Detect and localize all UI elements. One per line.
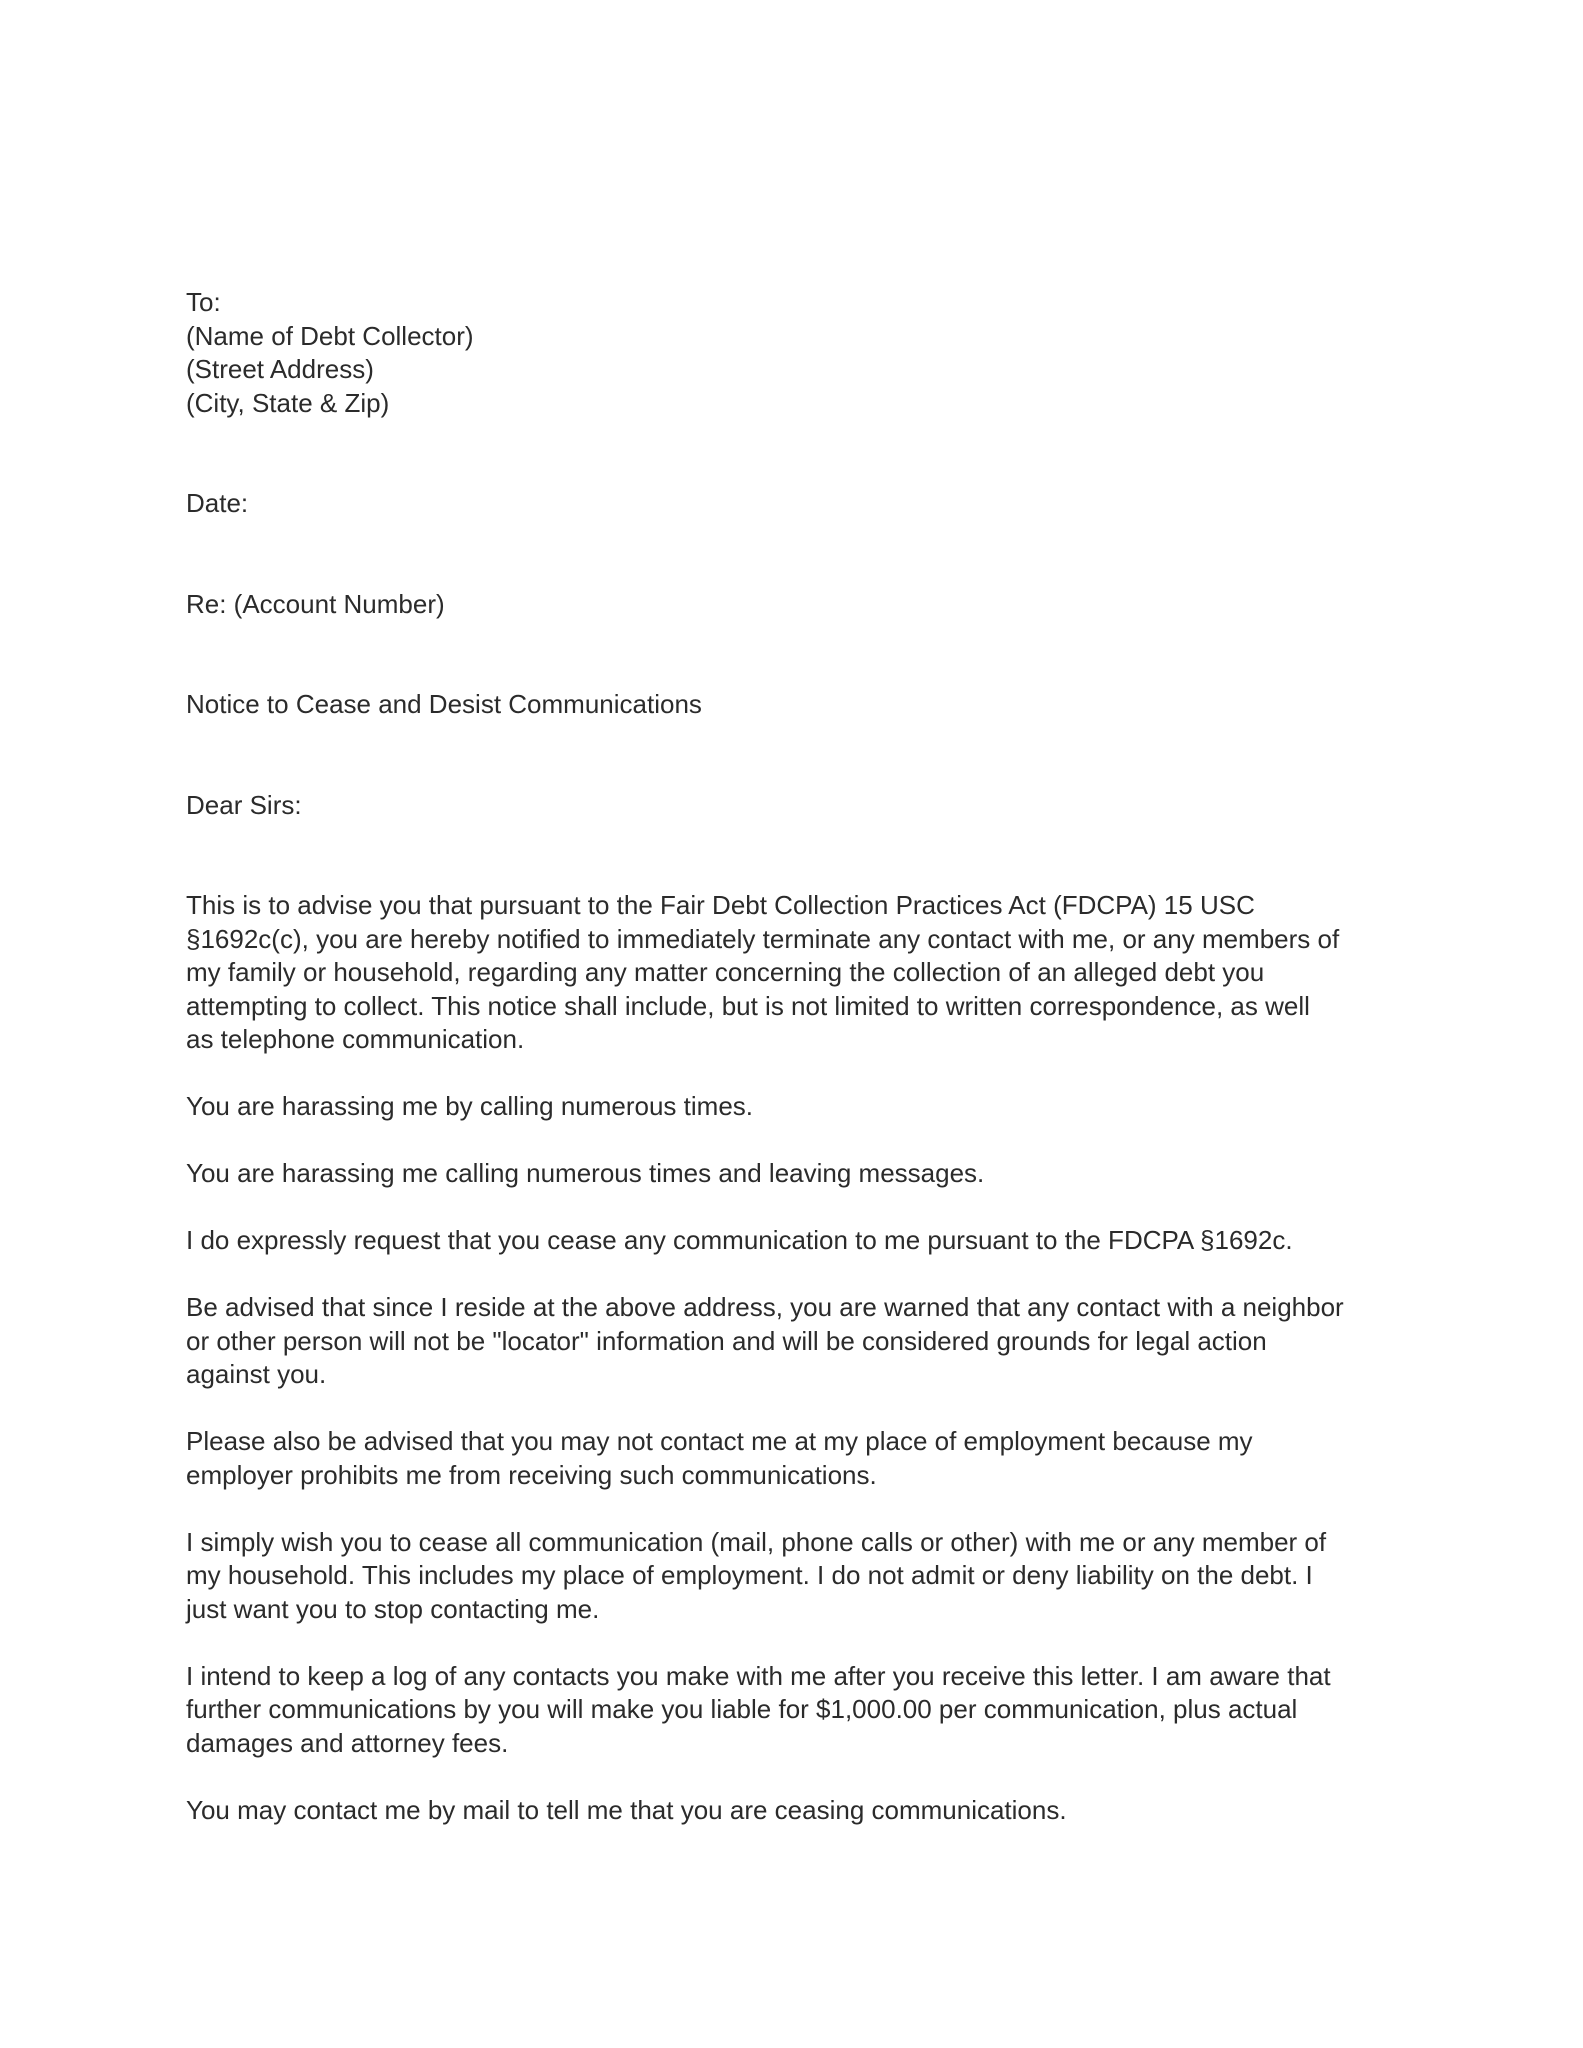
paragraph-line: as telephone communication. (186, 1024, 525, 1054)
paragraph-line: further communications by you will make you liable for $1,000.00 per communication, plus actual (186, 1694, 1298, 1724)
paragraph-5 (186, 1291, 1416, 1392)
re-line-block (186, 588, 1416, 622)
paragraph-1 (186, 889, 1416, 1057)
salutation-block (186, 789, 1416, 823)
recipient-name: (Name of Debt Collector) (186, 320, 474, 351)
paragraph-line: You may contact me by mail to tell me that you are ceasing communications. (186, 1794, 1067, 1825)
paragraph-8 (186, 1660, 1416, 1761)
paragraph-line: just want you to stop contacting me. (186, 1593, 600, 1624)
paragraph-line: §1692c(c), you are hereby notified to immediately terminate any contact with me, or any members of (186, 923, 1340, 954)
paragraph-6 (186, 1425, 1416, 1492)
recipient-street: (Street Address) (186, 354, 374, 384)
paragraph-line: attempting to collect. This notice shall include, but is not limited to written correspondence, as well (186, 990, 1310, 1021)
paragraph-line: Please also be advised that you may not contact me at my place of employment because my (186, 1426, 1253, 1456)
salutation: Dear Sirs: (186, 789, 302, 820)
paragraph-2 (186, 1090, 1416, 1124)
paragraph-line: against you. (186, 1359, 327, 1389)
letter-page (186, 286, 1416, 1827)
paragraph-7 (186, 1526, 1416, 1627)
paragraph-line: I simply wish you to cease all communication (mail, phone calls or other) with me or any member of (186, 1526, 1327, 1557)
paragraph-line: or other person will not be "locator" information and will be considered grounds for legal action (186, 1325, 1267, 1356)
paragraph-line: You are harassing me calling numerous times and leaving messages. (186, 1158, 985, 1188)
paragraph-line: I intend to keep a log of any contacts you make with me after you receive this letter. I am aware that (186, 1660, 1331, 1691)
paragraph-line: my household. This includes my place of employment. I do not admit or deny liability on the debt. I (186, 1560, 1313, 1590)
date-label: Date: (186, 488, 249, 518)
paragraph-line: Be advised that since I reside at the above address, you are warned that any contact with a neighbor (186, 1292, 1344, 1322)
subject-line: Notice to Cease and Desist Communications (186, 689, 702, 719)
paragraph-9 (186, 1794, 1416, 1828)
date-line (186, 487, 1416, 521)
paragraph-line: employer prohibits me from receiving such communications. (186, 1459, 877, 1490)
subject-block (186, 688, 1416, 722)
paragraph-line: This is to advise you that pursuant to the Fair Debt Collection Practices Act (FDCPA) 15 USC (186, 890, 1255, 920)
paragraph-line: I do expressly request that you cease any communication to me pursuant to the FDCPA §1692c. (186, 1225, 1293, 1255)
re-line: Re: (Account Number) (186, 588, 445, 619)
paragraph-line: damages and attorney fees. (186, 1727, 509, 1758)
paragraph-line: my family or household, regarding any matter concerning the collection of an alleged debt you (186, 957, 1265, 987)
paragraph-line: You are harassing me by calling numerous times. (186, 1091, 753, 1121)
paragraph-3 (186, 1157, 1416, 1191)
to-label: To: (186, 287, 221, 317)
recipient-city: (City, State & Zip) (186, 387, 390, 418)
paragraph-4 (186, 1224, 1416, 1258)
recipient-block (186, 286, 1416, 420)
